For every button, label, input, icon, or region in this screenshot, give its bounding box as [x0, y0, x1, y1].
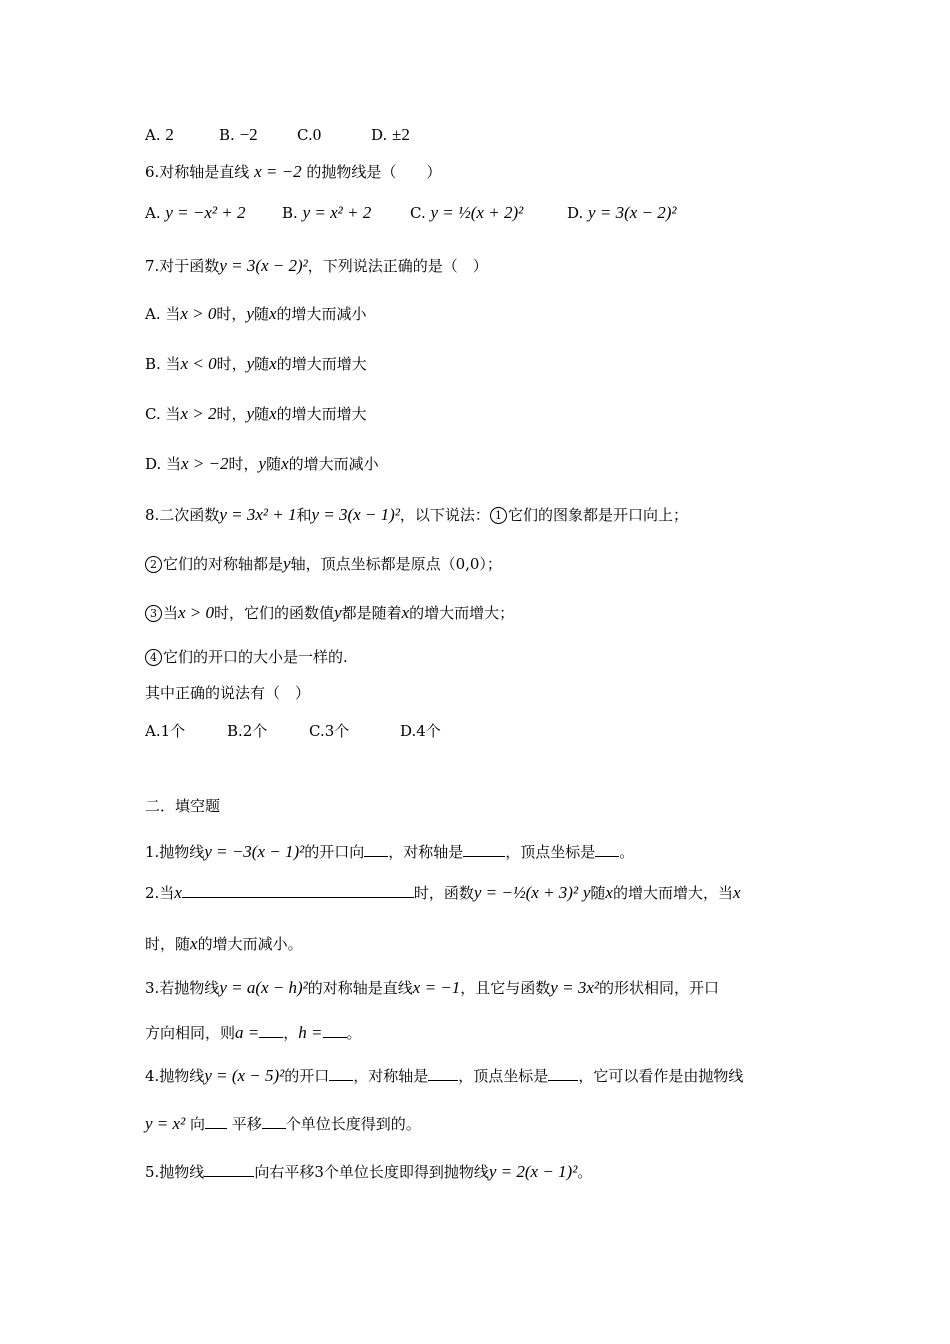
option: C.3个 [309, 722, 350, 740]
fill-q4-line2: y = x² 向 平移 个单位长度得到的。 [145, 1114, 421, 1133]
answer-blank[interactable] [595, 843, 619, 857]
option-value: 2 [165, 125, 174, 144]
option-value: 0 [312, 125, 322, 144]
option-math: y = x² + 2 [302, 203, 372, 222]
answer-blank[interactable] [259, 1024, 283, 1038]
math-inline: y = 3(x − 2)² [219, 256, 308, 275]
option-math: y = ½(x + 2)² [430, 203, 524, 222]
answer-blank[interactable] [428, 1067, 458, 1081]
option-math: y = −x² + 2 [165, 203, 246, 222]
answer-blank[interactable] [329, 1067, 353, 1081]
math-inline: y = 3x² + 1 [219, 505, 297, 524]
q6-stem: 6.对称轴是直线 x = −2 的抛物线是（ ） [145, 162, 442, 181]
q8-options [145, 724, 441, 739]
answer-blank[interactable] [364, 843, 388, 857]
answer-blank[interactable] [548, 1067, 578, 1081]
option: B.2个 [227, 722, 268, 740]
answer-blank[interactable] [323, 1024, 347, 1038]
section-title: 二．填空题 [145, 797, 221, 815]
option-value: ±2 [392, 125, 410, 144]
fill-q1: 1.抛物线y = −3(x − 1)²的开口向 ，对称轴是 ，顶点坐标是 。 [145, 842, 635, 861]
fill-q3-line2: 方向相同，则a = ，h = 。 [145, 1023, 362, 1042]
option-value: −2 [239, 125, 258, 144]
q8-ask: 其中正确的说法有（ ） [145, 684, 311, 702]
q8-statement-2: 2 它们的对称轴都是y轴，顶点坐标都是原点（0,0）； [145, 555, 502, 573]
fill-q2-line1: 2.当x 时，函数y = −½(x + 3)² y随x的增大而增大，当x [145, 883, 741, 902]
fill-q2-line2: 时，随x的增大而减小。 [145, 934, 303, 953]
q8-statement-4: 4 它们的开口的大小是一样的. [145, 649, 348, 666]
q6-options: A. y = −x² + 2 B. y = x² + 2 C. y = ½(x + 2)² D. y = 3(x − 2)² [145, 203, 677, 222]
q7-option-a: A. 当x > 0时，y随x的增大而减小 [145, 304, 367, 323]
fill-q5: 5.抛物线 向右平移3个单位长度即得到抛物线y = 2(x − 1)²。 [145, 1162, 593, 1181]
answer-blank[interactable] [182, 884, 414, 898]
answer-blank[interactable] [204, 1163, 254, 1177]
q7-stem: 7.对于函数y = 3(x − 2)²，下列说法正确的是（ ） [145, 256, 488, 275]
option: D.4个 [400, 722, 441, 740]
option-label: B. [219, 126, 235, 144]
q8-statement-3: 3 当x > 0时，它们的函数值y都是随着x的增大而增大； [145, 604, 514, 622]
fill-q4-line1: 4.抛物线y = (x − 5)²的开口 ，对称轴是 ，顶点坐标是 ，它可以看作是由抛物线 [145, 1066, 744, 1085]
answer-blank[interactable] [262, 1115, 286, 1129]
option-label: C. [297, 126, 313, 144]
option-math: y = 3(x − 2)² [588, 203, 677, 222]
fill-q3-line1: 3.若抛物线y = a(x − h)²的对称轴是直线x = −1，且它与函数y = 3x²的形状相同，开口 [145, 978, 719, 997]
q7-option-d: D. 当x > −2时，y随x的增大而减小 [145, 454, 379, 473]
q7-option-b: B. 当x < 0时，y随x的增大而增大 [145, 354, 367, 373]
math-inline: y = 3(x − 1)² [311, 505, 400, 524]
circled-number: 3 [145, 605, 162, 622]
answer-blank[interactable] [463, 843, 505, 857]
q7-option-c: C. 当x > 2时，y随x的增大而增大 [145, 404, 367, 423]
circled-number: 4 [145, 649, 162, 666]
circled-number: 2 [145, 556, 162, 573]
option-label: D. [371, 126, 388, 144]
answer-blank[interactable] [205, 1115, 227, 1129]
option-label: A. [145, 126, 161, 144]
option: A.1个 [145, 722, 186, 740]
math-inline: x = −2 [254, 162, 302, 181]
circled-number: 1 [490, 507, 507, 524]
q5-options [145, 126, 410, 143]
q8-stem: 8.二次函数y = 3x² + 1和y = 3(x − 1)²，以下说法： 1 它们的图象都是开口向上； [145, 505, 688, 524]
